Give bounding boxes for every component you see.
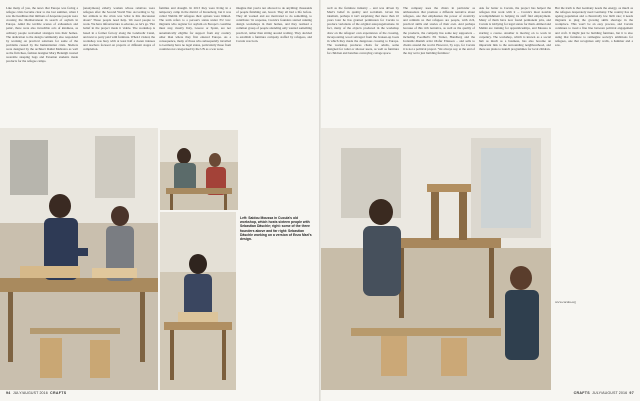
workshop-photo-small	[160, 130, 238, 210]
website-url[interactable]: www.cucula.org	[555, 300, 576, 304]
right-column-4	[555, 6, 633, 296]
left-footer-date: JULY/AUGUST 2016	[12, 391, 48, 395]
left-col4-text: imagine that you're not allowed to do anything: thousands of people finishing out, bored. They all had a life before. They all worked and are motivated to do something, to contribute.' In response, Cucula's founders started running design workshops in their homes, and they realised a common group of people attending only wanted something practical, rather than sitting around waiting. They decided to establish a furniture company staffed by refugees, and Cucula was born.	[236, 6, 312, 43]
left-col3-text: families and drought. In 2013 they were living in a temporary camp in the district of Kreuzberg, but it was called 'Dublin III' refugees their options were limited. The term refers to a person's status under EU law: migrants who register for asylum on Europe's coastline must stay, mostly Italy, Greece or Spain, are not automatically eligible for support from any country other than where they first entered Europe. As a consequence, many of those who subsequently travelled to Germany have no legal status, particularly those from countries not categorised by the UN as a war zone.	[159, 6, 231, 51]
workshop-photo-right	[321, 128, 551, 390]
right-column-2	[403, 6, 475, 124]
left-page-number: 94	[6, 391, 11, 395]
left-column-4	[236, 6, 312, 116]
right-footer-section: CRAFTS	[573, 391, 590, 395]
right-page-number: 97	[629, 391, 634, 395]
website-link[interactable]	[555, 300, 633, 316]
workshop-scene-small	[160, 130, 238, 210]
left-footer-section: CRAFTS	[50, 391, 67, 395]
right-page	[321, 0, 640, 401]
workshop-photo-bottom	[160, 212, 236, 390]
left-column-2	[83, 6, 155, 124]
workshop-scene-right	[321, 128, 551, 390]
photo-caption: Left: Saidou Moussa in Cucula's old workshop, which hosts sixteen people with Sebastian Däschle; right: some of the three founders above and far right: Sebastian Däschle working on a version of Enzo Mari's design.	[240, 216, 312, 242]
right-col4-text: But the truth is that Germany needs the energy, as much as the refugees desperately need Germany. The country has an ageing population and a chronically low birth rate; it needs migrants to plug the growing skills shortage in the workplace. This won't be an easy process, and Cucula continues to tread a fine line between political engagement and craft. It might just be building furniture, but it is also using that furniture to reimagine society's ambitions for refugees, one that recognises only walls, a hammer and a saw.	[555, 6, 633, 47]
right-col3-text: Ask for better to Cucula, the project has helped the refugees that work with it ... Cucula's most notable accomplishment is helping its staff find employment. Many of them have now found permanent jobs, and Cucula is lobbying for legal status for them. Ahmed and Maliki are training for apprenticeships, and Moussa is starting a course. Another is moving on to work in carpentry. The workshop, which is known as a social hub as much as a business, has also become an important link to the surrounding neighbourhood, and there are plans to launch programmes for local children.	[479, 6, 551, 51]
right-footer	[574, 391, 634, 395]
right-footer-date: JULY/AUGUST 2016	[592, 391, 628, 395]
right-col1-text: well as the furniture industry – and was driven by Mari's belief in quality and socialism. Given his idealism, perhaps it isn't surprising that more than 10 years later he has granted permission for Cucula to produce variations of the original autoprogettazione. In fact, many of the objects produced in the workshop draw on the refugees' own experiences of the crossing, incorporating wood salvaged from the broken-up boats in which they made the dangerous crossing to Europe. The workshop produces chairs for adults, some designed for toilet or shower users, as well as furniture for children and benches conveying cottage space.	[327, 6, 399, 56]
right-column-3	[479, 6, 551, 124]
right-col2-text: The company uses the chairs in particular as ambassadors that promote a different narrative about refugees, one that emphasises the power of creativity and reminds us that refugees are people, with rich, practical skills and stories of their own. And perhaps because of this rich narrative, as well as the quality of the products, the company has some key supporters – including Foodhub's Eli Turner, Handberg and the Icelandic-Danish artist Olafur Eliasson – and sells to clients around the world. However, Sy says, for Cucula it is not a political project. 'We always say, at the end of the day we're just building furniture.'	[403, 6, 475, 56]
workshop-photo-left	[0, 128, 158, 390]
right-column-1	[327, 6, 399, 124]
left-column-3	[159, 6, 231, 124]
workshop-scene-bottom	[160, 212, 236, 390]
workshop-scene-left	[0, 128, 158, 390]
left-page	[0, 0, 319, 401]
left-col1-text: Like many of you, the news that Europe was facing a refugee crisis became clear to me last summer, when I saw the headlines that millions of desperate people were crossing the Mediterranean in search of asylum in Europe. Amid the terrible scenes of exhaustion and panic, there were also incredible acts of kindness, as ordinary people welcomed strangers into their homes. The dedication to the design community also responded by working on practical solutions for some of the problems caused by the humanitarian crisis. Shelters were designed by the architect Rahul Mehrotra as well as the firm Ikea, fashion designer Mary Hennigh created wearable sleeping bags and Estonian students made products for the refugee camps.	[6, 6, 78, 64]
left-footer	[6, 391, 66, 395]
left-col2-text: (anonymous) elderly woman whose relatives were refugees after the Second World War. According to Sy, her attitude to the crisis was 'what is this discussion about? Those people need help. We need people to work. We have infrastructure to educate, so let's go.' Her belief in the project made it viable. The workshop is based in a former factory along the Landwehr Canal, and next to party paid with furniture. When I visited, the workshop was busy with at least half a dozen trainees and teachers focused on projects at different stages of completion.	[83, 6, 155, 51]
